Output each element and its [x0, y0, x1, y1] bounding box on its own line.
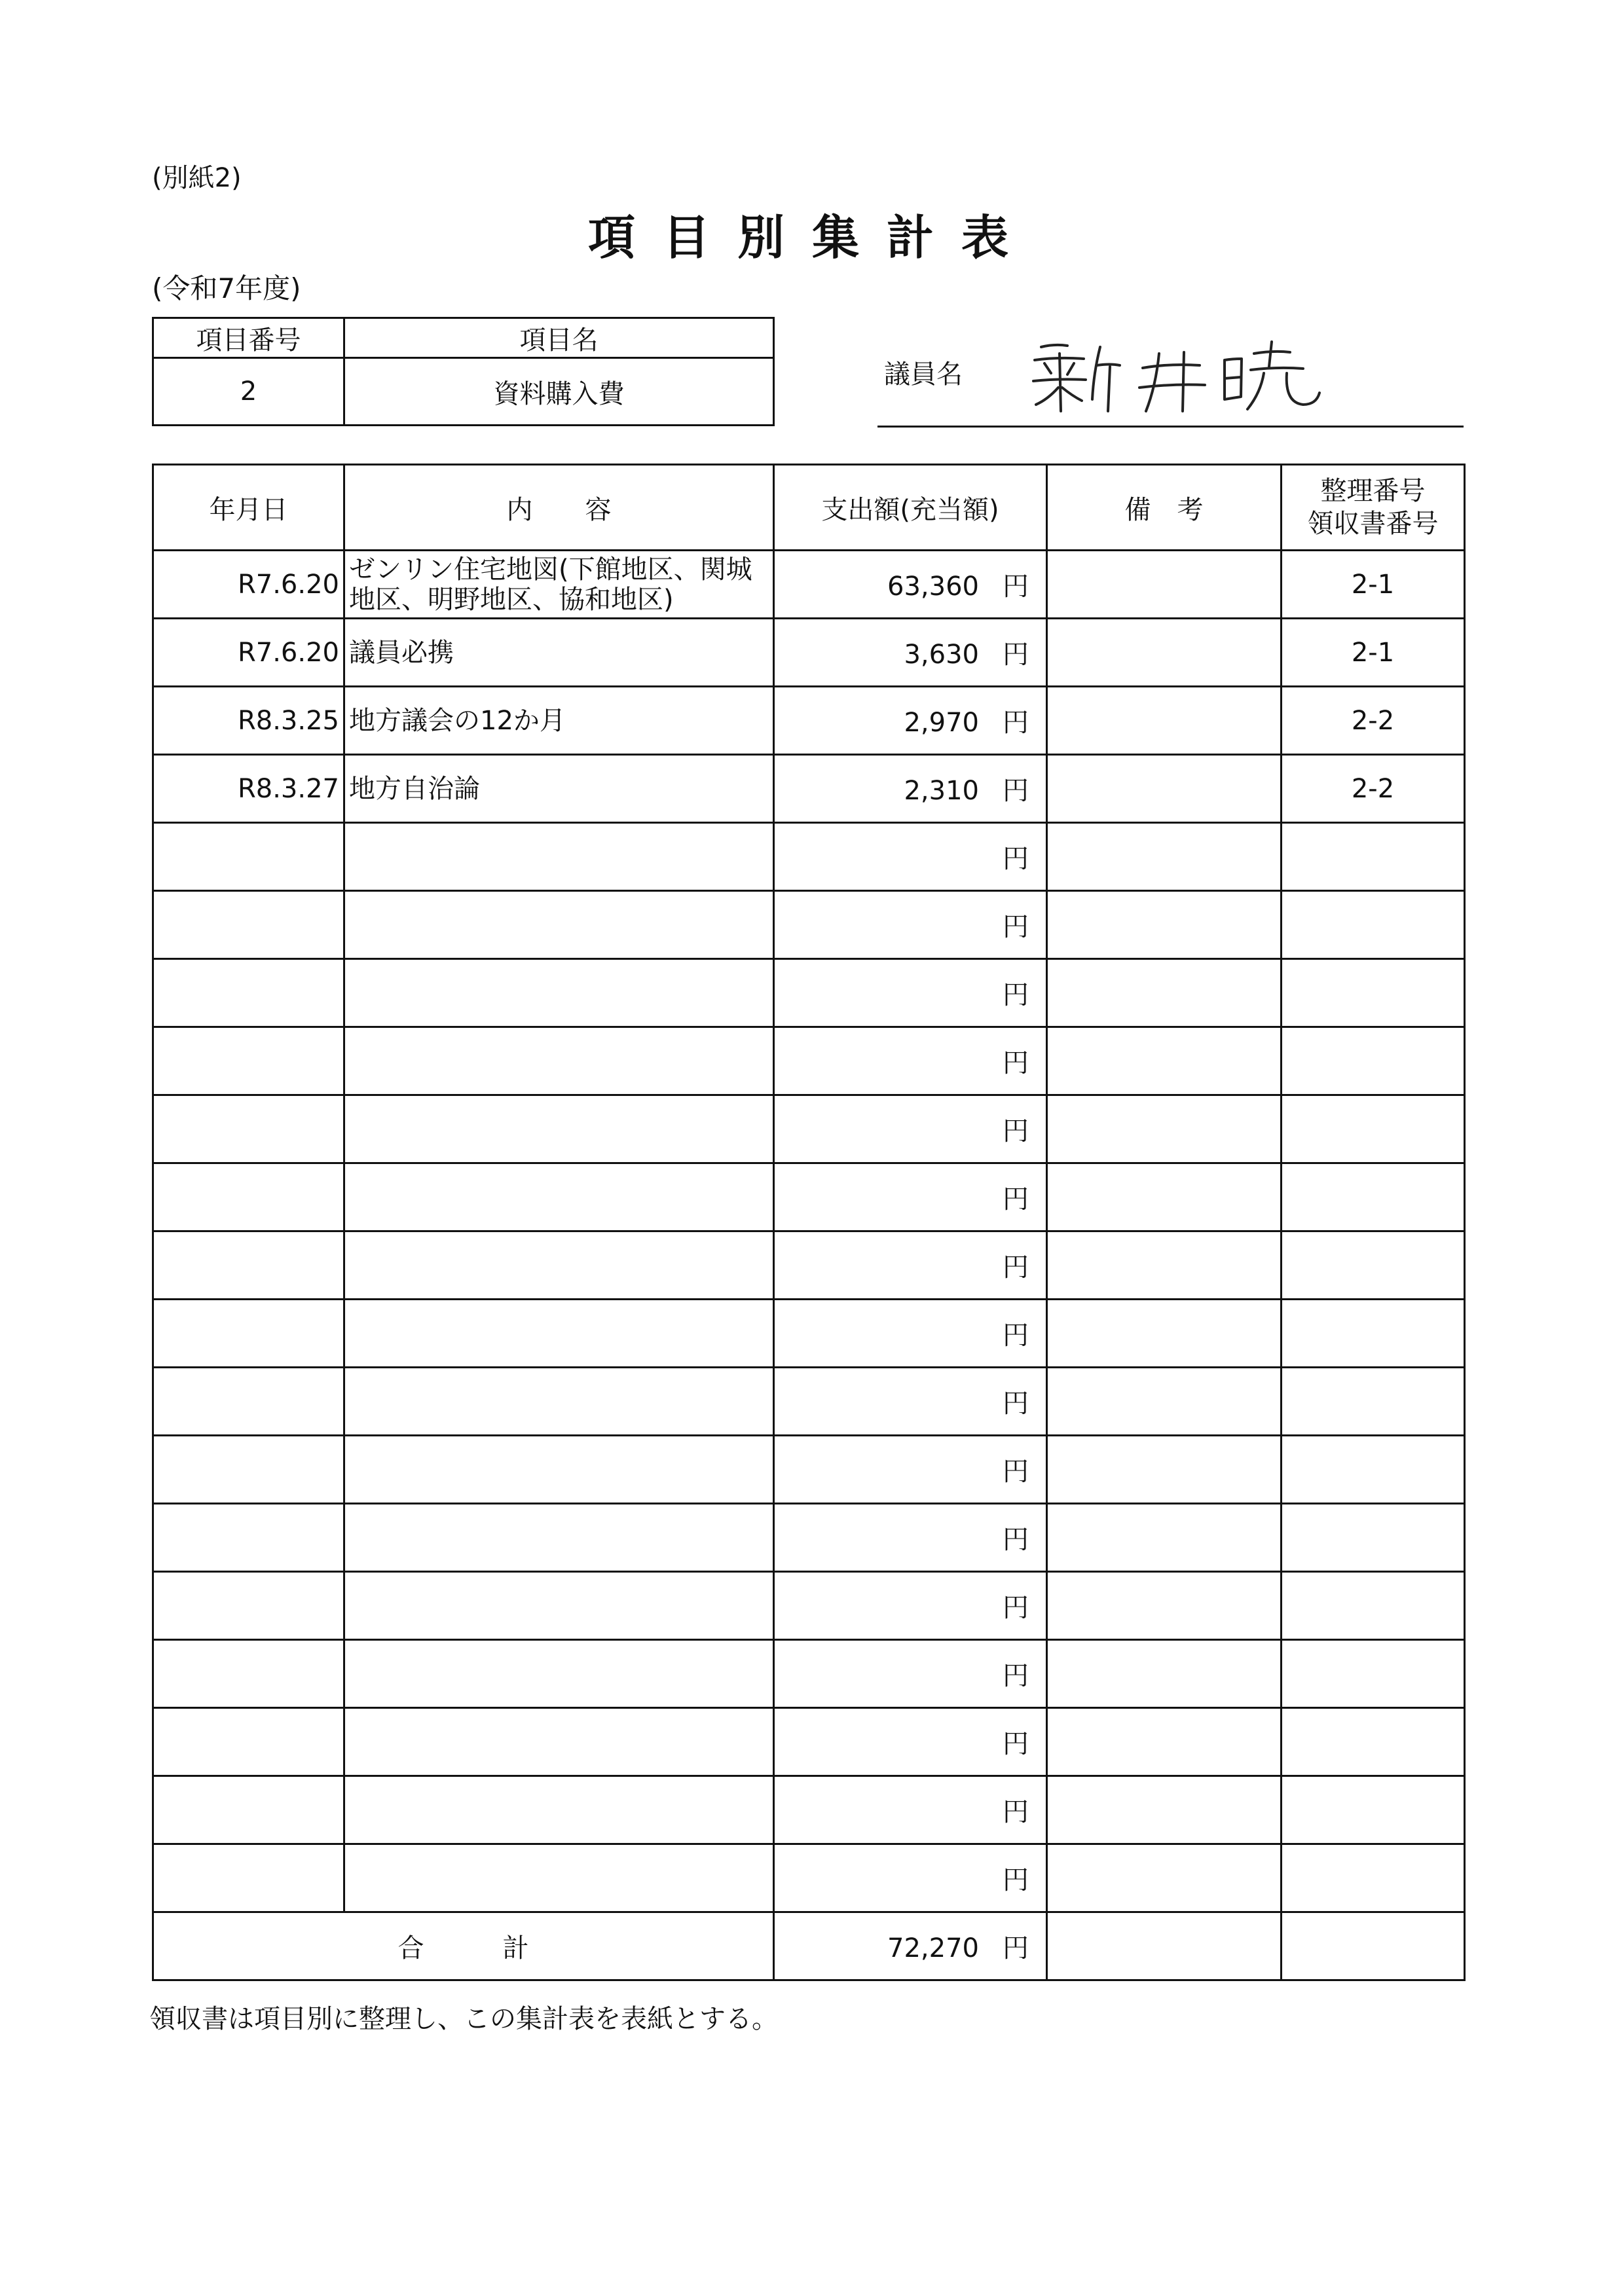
- member-signature: [1028, 327, 1329, 419]
- row-content: [344, 1231, 774, 1300]
- row-remarks: [1047, 1027, 1282, 1095]
- row-ref: [1282, 891, 1465, 959]
- total-amount-value: 72,270: [887, 1933, 979, 1963]
- row-yen-unit: 円: [1003, 1593, 1029, 1623]
- row-ref: 2-2: [1282, 687, 1465, 755]
- table-row: [153, 1163, 1465, 1231]
- row-yen-unit: 円: [1003, 1797, 1029, 1827]
- footnote: 領収書は項目別に整理し、この集計表を表紙とする。: [149, 2004, 778, 2034]
- row-ref: [1282, 1572, 1465, 1640]
- row-amount: [774, 1300, 1047, 1368]
- row-yen-unit: 円: [1003, 640, 1029, 670]
- row-amount: [774, 551, 1047, 619]
- remarks-header: 備 考: [1047, 465, 1282, 551]
- row-content: 地方自治論: [344, 755, 774, 823]
- row-remarks: [1047, 619, 1282, 687]
- row-amount-value: 2,970: [904, 708, 979, 738]
- row-yen-unit: 円: [1003, 1184, 1029, 1214]
- table-row: [153, 1572, 1465, 1640]
- row-content: [344, 1708, 774, 1776]
- row-amount: [774, 1231, 1047, 1300]
- row-remarks: [1047, 1436, 1282, 1504]
- row-amount: [774, 1776, 1047, 1844]
- row-remarks: [1047, 755, 1282, 823]
- item-name-header: 項目名: [344, 318, 774, 358]
- row-amount: [774, 1640, 1047, 1708]
- row-date: [153, 959, 344, 1027]
- member-name-label: 議員名: [884, 359, 963, 390]
- row-content: 議員必携: [344, 619, 774, 687]
- row-date: [153, 1708, 344, 1776]
- row-ref: 2-1: [1282, 619, 1465, 687]
- ref-header-line2: 領収書番号: [1307, 509, 1439, 539]
- row-ref: [1282, 959, 1465, 1027]
- row-date: [153, 1436, 344, 1504]
- row-date: R8.3.25: [153, 687, 344, 755]
- row-remarks: [1047, 1095, 1282, 1163]
- table-row: [153, 1844, 1465, 1912]
- row-date: [153, 1300, 344, 1368]
- row-yen-unit: 円: [1003, 1661, 1029, 1691]
- row-amount: [774, 1095, 1047, 1163]
- row-amount: [774, 823, 1047, 891]
- table-row: [153, 1231, 1465, 1300]
- row-content: ゼンリン住宅地図(下館地区、関城地区、明野地区、協和地区): [344, 551, 774, 619]
- row-ref: [1282, 1163, 1465, 1231]
- row-date: R7.6.20: [153, 551, 344, 619]
- row-yen-unit: 円: [1003, 708, 1029, 738]
- row-yen-unit: 円: [1003, 1252, 1029, 1283]
- row-date: [153, 891, 344, 959]
- row-content: [344, 1163, 774, 1231]
- content-header: 内 容: [344, 465, 774, 551]
- row-ref: [1282, 1436, 1465, 1504]
- row-date: [153, 1572, 344, 1640]
- row-date: [153, 1163, 344, 1231]
- row-yen-unit: 円: [1003, 912, 1029, 942]
- item-number-header: 項目番号: [153, 318, 344, 358]
- row-ref: [1282, 1095, 1465, 1163]
- row-date: [153, 1776, 344, 1844]
- row-remarks: [1047, 1708, 1282, 1776]
- row-content: [344, 1844, 774, 1912]
- date-header: 年月日: [153, 465, 344, 551]
- row-date: [153, 823, 344, 891]
- row-ref: [1282, 823, 1465, 891]
- ref-header: [1282, 465, 1465, 551]
- row-content: [344, 1776, 774, 1844]
- table-row: [153, 1300, 1465, 1368]
- table-row: [153, 959, 1465, 1027]
- table-row: [153, 1640, 1465, 1708]
- row-ref: [1282, 1504, 1465, 1572]
- row-remarks: [1047, 1640, 1282, 1708]
- row-content: [344, 1368, 774, 1436]
- table-row: [153, 1027, 1465, 1095]
- row-yen-unit: 円: [1003, 776, 1029, 806]
- row-content: 地方議会の12か月: [344, 687, 774, 755]
- row-ref: [1282, 1300, 1465, 1368]
- row-amount: [774, 1708, 1047, 1776]
- table-row: [153, 755, 1465, 823]
- row-remarks: [1047, 891, 1282, 959]
- row-date: [153, 1027, 344, 1095]
- row-content: [344, 959, 774, 1027]
- row-ref: 2-2: [1282, 755, 1465, 823]
- amount-header: 支出額(充当額): [774, 465, 1047, 551]
- fiscal-year: (令和7年度): [152, 272, 301, 304]
- row-amount: [774, 687, 1047, 755]
- member-name-underline: [877, 426, 1464, 428]
- row-amount: [774, 1436, 1047, 1504]
- row-date: [153, 1640, 344, 1708]
- row-remarks: [1047, 1844, 1282, 1912]
- total-label: 合 計: [153, 1912, 774, 1980]
- table-row: [153, 891, 1465, 959]
- row-amount-value: 63,360: [887, 572, 979, 602]
- row-content: [344, 1572, 774, 1640]
- row-amount-value: 2,310: [904, 776, 979, 806]
- row-yen-unit: 円: [1003, 1865, 1029, 1895]
- row-remarks: [1047, 687, 1282, 755]
- row-content: [344, 891, 774, 959]
- total-ref: [1282, 1912, 1465, 1980]
- row-ref: [1282, 1368, 1465, 1436]
- row-amount-value: 3,630: [904, 640, 979, 670]
- row-ref: [1282, 1640, 1465, 1708]
- row-content: [344, 1640, 774, 1708]
- row-content: [344, 1095, 774, 1163]
- row-ref: [1282, 1231, 1465, 1300]
- row-content: [344, 823, 774, 891]
- row-date: [153, 1504, 344, 1572]
- row-amount: [774, 1027, 1047, 1095]
- row-yen-unit: 円: [1003, 572, 1029, 602]
- row-yen-unit: 円: [1003, 1321, 1029, 1351]
- row-amount: [774, 619, 1047, 687]
- row-remarks: [1047, 1504, 1282, 1572]
- row-amount: [774, 891, 1047, 959]
- row-yen-unit: 円: [1003, 1116, 1029, 1146]
- row-ref: 2-1: [1282, 551, 1465, 619]
- table-row: [153, 1436, 1465, 1504]
- table-row: [153, 1368, 1465, 1436]
- row-remarks: [1047, 1163, 1282, 1231]
- row-ref: [1282, 1027, 1465, 1095]
- row-yen-unit: 円: [1003, 844, 1029, 874]
- row-amount: [774, 1368, 1047, 1436]
- expense-table: [152, 464, 1466, 1981]
- table-row: [153, 551, 1465, 619]
- row-content: [344, 1300, 774, 1368]
- row-remarks: [1047, 1776, 1282, 1844]
- row-yen-unit: 円: [1003, 1525, 1029, 1555]
- row-date: [153, 1844, 344, 1912]
- row-remarks: [1047, 551, 1282, 619]
- row-content: [344, 1027, 774, 1095]
- total-remarks: [1047, 1912, 1282, 1980]
- row-date: R8.3.27: [153, 755, 344, 823]
- row-remarks: [1047, 1368, 1282, 1436]
- table-row: [153, 1095, 1465, 1163]
- row-ref: [1282, 1844, 1465, 1912]
- total-yen-unit: 円: [1003, 1933, 1029, 1963]
- row-amount: [774, 755, 1047, 823]
- row-content: [344, 1436, 774, 1504]
- row-yen-unit: 円: [1003, 1729, 1029, 1759]
- row-remarks: [1047, 1231, 1282, 1300]
- table-row: [153, 687, 1465, 755]
- attachment-label: (別紙2): [152, 163, 242, 193]
- row-date: [153, 1231, 344, 1300]
- row-yen-unit: 円: [1003, 1389, 1029, 1419]
- table-row: [153, 619, 1465, 687]
- row-amount: [774, 1163, 1047, 1231]
- row-amount: [774, 1844, 1047, 1912]
- row-amount: [774, 1504, 1047, 1572]
- item-name: 資料購入費: [344, 358, 774, 426]
- row-yen-unit: 円: [1003, 980, 1029, 1010]
- row-date: [153, 1368, 344, 1436]
- row-ref: [1282, 1776, 1465, 1844]
- row-ref: [1282, 1708, 1465, 1776]
- row-amount: [774, 1572, 1047, 1640]
- page-title: 項目別集計表: [587, 210, 1036, 265]
- row-remarks: [1047, 1300, 1282, 1368]
- row-date: R7.6.20: [153, 619, 344, 687]
- table-row: [153, 1776, 1465, 1844]
- ref-header-line1: 整理番号: [1320, 476, 1426, 506]
- table-row: [153, 1504, 1465, 1572]
- item-table: [152, 317, 775, 426]
- total-amount: [774, 1912, 1047, 1980]
- row-content: [344, 1504, 774, 1572]
- row-remarks: [1047, 959, 1282, 1027]
- row-date: [153, 1095, 344, 1163]
- table-row: [153, 1708, 1465, 1776]
- row-remarks: [1047, 823, 1282, 891]
- row-amount: [774, 959, 1047, 1027]
- row-remarks: [1047, 1572, 1282, 1640]
- table-row: [153, 823, 1465, 891]
- row-yen-unit: 円: [1003, 1048, 1029, 1078]
- row-yen-unit: 円: [1003, 1457, 1029, 1487]
- item-number: 2: [153, 358, 344, 426]
